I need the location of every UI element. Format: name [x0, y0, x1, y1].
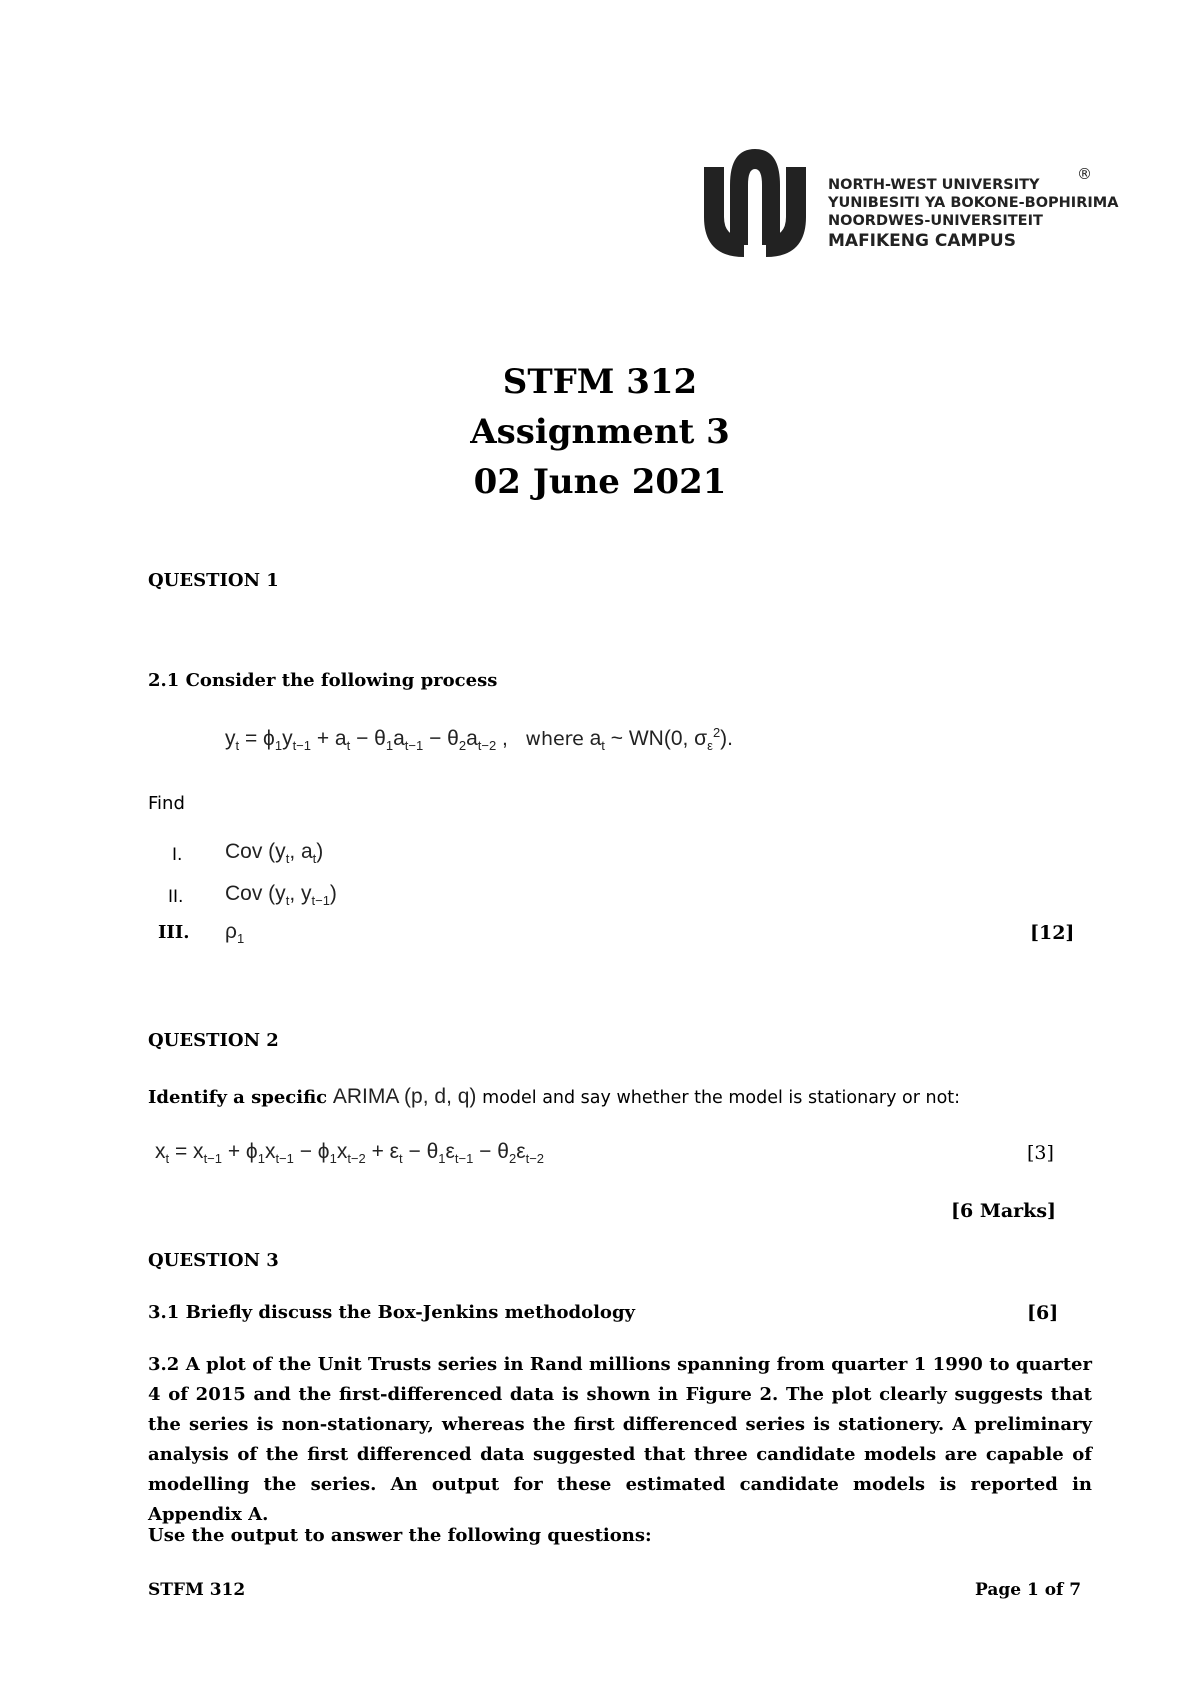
q1-intro: 2.1 Consider the following process	[148, 670, 498, 691]
q3-2-paragraph: 3.2 A plot of the Unit Trusts series in Rand millions spanning from quarter 1 1990 to quarter 4 of 2015 and the first-differenced data is shown in Figure 2. The plot clearly suggests that the series is non-stationary, whereas the first differenced series is stationery. A preliminary analysis of the first differenced data suggested that three candidate models are capable of modelling the series. An output for these estimated candidate models is reported in Appendix A.	[148, 1354, 1092, 1525]
course-code: STFM 312	[502, 362, 698, 402]
question-3-heading: QUESTION 3	[148, 1250, 279, 1271]
assignment-title: Assignment 3	[470, 412, 730, 452]
q3-1-text: 3.1 Briefly discuss the Box-Jenkins methodology	[148, 1302, 635, 1323]
q1-item-3-num: III.	[158, 922, 190, 943]
q2-equation: $x_t = x_{t-1} + \phi_1x_{t-1} - \phi_1x_{t-2} + \varepsilon_t - \theta_1\varepsilon_{t-1} - \theta_2\varepsilon_{t-2}$	[155, 1140, 545, 1167]
where-text: where	[525, 728, 584, 750]
q1-marks: [12]	[1030, 922, 1075, 944]
q3-use-output: Use the output to answer the following questions:	[148, 1525, 652, 1546]
q1-item-2-num: II.	[168, 887, 184, 907]
arima-expr: ARIMA (p, d, q)	[332, 1085, 477, 1108]
q1-item-3-expr: $\rho_1$	[225, 920, 245, 947]
logo-campus: MAFIKENG CAMPUS	[828, 231, 1016, 251]
logo-line-1: NORTH-WEST UNIVERSITY	[828, 177, 1040, 193]
q2-total-marks: [6 Marks]	[951, 1200, 1057, 1222]
assignment-date: 02 June 2021	[473, 462, 727, 502]
question-2-heading: QUESTION 2	[148, 1030, 279, 1051]
q3-1-marks: [6]	[1027, 1302, 1059, 1324]
q2-text-bold: Identify a specific	[148, 1087, 328, 1108]
question-1-heading: QUESTION 1	[148, 570, 279, 591]
q1-find: Find	[148, 793, 185, 814]
q2-text	[148, 1085, 960, 1109]
logo-line-2: YUNIBESITI YA BOKONE-BOPHIRIMA	[828, 195, 1119, 211]
registered-mark: ®	[1077, 165, 1092, 183]
footer-course: STFM 312	[148, 1580, 246, 1600]
q2-text-rest: model and say whether the model is stationary or not:	[482, 1088, 961, 1108]
q1-item-1-num: I.	[172, 845, 183, 865]
q2-marks: [3]	[1027, 1142, 1054, 1164]
footer-page-number: Page 1 of 7	[975, 1580, 1082, 1600]
university-logo	[700, 145, 1119, 265]
logo-line-3: NOORDWES-UNIVERSITEIT	[828, 213, 1043, 229]
q1-process-equation: $y_t = \phi_1y_{t-1} + a_t - \theta_1a_{t-1} - \theta_2a_{t-2}$ , where $a_t$ ~ WN(0, $\sigma_\varepsilon^2$).	[225, 725, 733, 754]
q1-item-2-expr: Cov ($y_t$, $y_{t-1}$)	[225, 882, 337, 909]
q1-item-1-expr: Cov ($y_t$, $a_t$)	[225, 840, 324, 867]
university-emblem-icon	[700, 145, 810, 257]
